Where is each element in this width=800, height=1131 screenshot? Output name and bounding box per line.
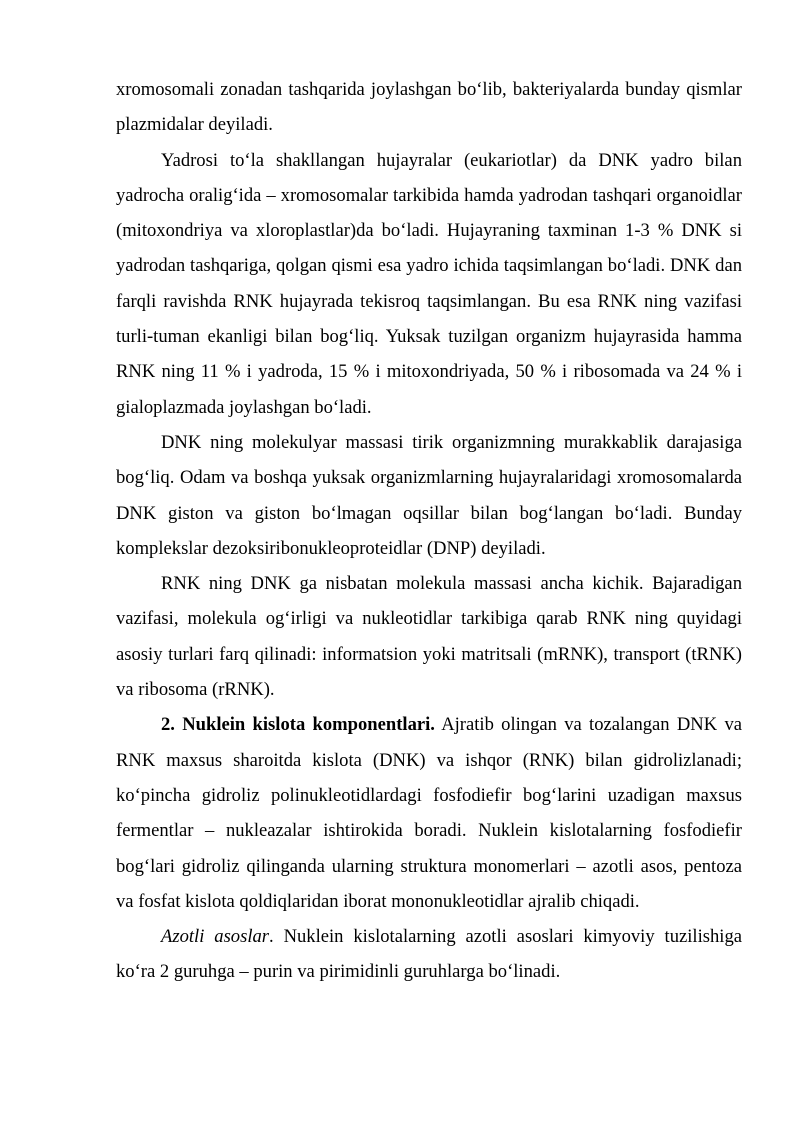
paragraph-nitrogen-bases [116, 919, 742, 990]
document-page [116, 72, 742, 990]
paragraph-dna-molecular-mass: DNK ning molekulyar massasi tirik organizmning murakkablik darajasiga bog‘liq. Odam va boshqa yuksak organizmlarning hujayralaridagi xromosomalarda DNK giston va giston bo‘lmagan oqsillar bilan bog‘langan bo‘ladi. Bunday komplekslar dezoksiribonukleoproteidlar (DNP) deyiladi. [116, 431, 742, 559]
paragraph-plasmids: xromosomali zonadan tashqarida joylashgan bo‘lib, bakteriyalarda bunday qismlar plazmidalar deyiladi. [116, 79, 742, 136]
paragraph-nucleic-acid-components [116, 707, 742, 919]
paragraph-body: . Nuklein kislotalarning azotli asoslari kimyoviy tuzilishiga ko‘ra 2 guruhga – purin va pirimidinli guruhlarga bo‘linadi. [116, 926, 742, 983]
section-heading: 2. Nuklein kislota komponentlari. [161, 714, 435, 736]
paragraph-dna-distribution: Yadrosi to‘la shakllangan hujayralar (eukariotlar) da DNK yadro bilan yadrocha oralig‘ida – xromosomalar tarkibida hamda yadrodan tashqari organoidlar (mitoxondriya va xloroplastlar)da bo‘ladi. Hujayraning taxminan 1-3 % DNK si yadrodan tashqariga, qolgan qismi esa yadro ichida taqsimlangan bo‘ladi. DNK dan farqli ravishda RNK hujayrada tekisroq taqsimlangan. Bu esa RNK ning vazifasi turli-tuman ekanligi bilan bog‘liq. Yuksak tuzilgan organizm hujayrasida hamma RNK ning 11 % i yadroda, 15 % i mitoxondriyada, 50 % i ribosomada va 24 % i gialoplazmada joylashgan bo‘ladi. [116, 149, 742, 418]
paragraph-rna-types: RNK ning DNK ga nisbatan molekula massasi ancha kichik. Bajaradigan vazifasi, molekula og‘irligi va nukleotidlar tarkibiga qarab RNK ning quyidagi asosiy turlari farq qilinadi: informatsion yoki matritsali (mRNK), transport (tRNK) va ribosoma (rRNK). [116, 573, 742, 701]
paragraph-body: Ajratib olingan va tozalangan DNK va RNK maxsus sharoitda kislota (DNK) va ishqor (RNK) bilan gidrolizlanadi; ko‘pincha gidroliz polinukleotidlardagi fosfodiefir bog‘larini uzadigan maxsus fermentlar – nukleazalar ishtirokida boradi. Nuklein kislotalarning fosfodiefir bog‘lari gidroliz qilinganda ularning struktura monomerlari – azotli asos, pentoza va fosfat kislota qoldiqlaridan iborat mononukleotidlar ajralib chiqadi. [116, 714, 742, 912]
italic-term: Azotli asoslar [161, 926, 270, 948]
